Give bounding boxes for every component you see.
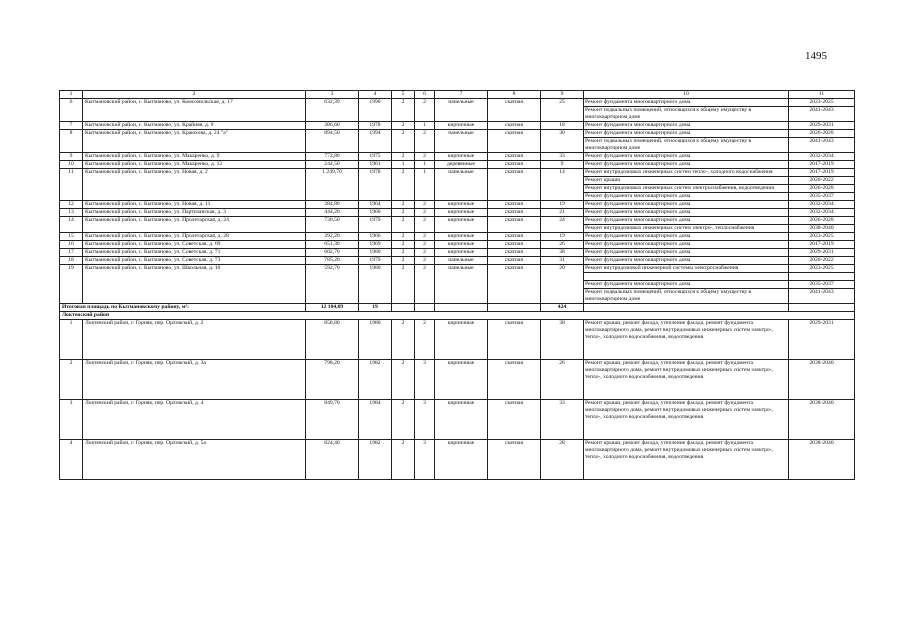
table-row [60, 360, 855, 400]
table-row [60, 233, 855, 241]
work-period: 2032-2034 [809, 209, 834, 215]
address-cell: Кытмановский район, с. Кытманово, ул. Новая, д. 11 [83, 201, 306, 209]
table-row [60, 400, 855, 440]
wear-cell: 25 [541, 99, 584, 122]
work-item: Ремонт крыши, ремонт фасада, утепление фасада, ремонт фундамента многоквартирного дома, ремонт внутридомовых инженерных систем электро-, тепло-, холодного водоснабжения, водоотведения [585, 320, 774, 340]
work-item: Ремонт крыши, ремонт фасада, утепление фасада, ремонт фундамента многоквартирного дома, ремонт внутридомовых инженерных систем электро-, тепло-, холодного водоснабжения, водоотведения [585, 440, 774, 460]
roof-type-cell: скатная [488, 169, 541, 201]
roof-type-cell: скатная [488, 257, 541, 265]
area-cell: 858,80 [306, 320, 359, 360]
floors-cell: 2 [392, 209, 415, 217]
wear-cell: 9 [541, 161, 584, 169]
work-item: Ремонт фундамента многоквартирного дома [585, 217, 691, 223]
table-row [60, 265, 855, 304]
period-cell [789, 265, 855, 304]
year-cell: 1978 [359, 122, 392, 130]
work-item: Ремонт внутридомовых инженерных систем электро-, теплоснабжения [584, 224, 788, 232]
table-row [60, 99, 855, 122]
wall-material-cell: кирпичные [435, 201, 488, 209]
wall-material-cell: деревянные [435, 161, 488, 169]
address-cell: Кытмановский район, с. Кытманово, ул. Крайняя, д. 9 [83, 122, 306, 130]
work-item: Ремонт фундамента многоквартирного дома [585, 257, 691, 263]
works-cell [584, 169, 789, 201]
row-number-cell: 2 [60, 360, 83, 400]
roof-type-cell: скатная [488, 209, 541, 217]
works-cell [584, 320, 789, 360]
works-cell [584, 99, 789, 122]
table-row [60, 122, 855, 130]
floors-cell: 2 [392, 440, 415, 480]
entrances-cell: 2 [415, 265, 435, 304]
works-cell [584, 209, 789, 217]
section-row [60, 312, 855, 320]
floors-cell: 2 [392, 249, 415, 257]
work-period: 2029-2031 [809, 122, 834, 128]
year-cell: 1982 [359, 440, 392, 480]
work-item: Ремонт подвальных помещений, относящихся к общему имуществу в многоквартирном доме [584, 288, 788, 303]
total-label: Итоговая площадь по Кытмановскому району, м²: [60, 304, 306, 312]
roof-type-cell: скатная [488, 440, 541, 480]
work-item: Ремонт внутридомовой инженерной системы электроснабжения [585, 265, 739, 271]
row-number-cell: 16 [60, 241, 83, 249]
wall-material-cell: кирпичные [435, 233, 488, 241]
work-period [789, 272, 854, 280]
roof-type-cell: скатная [488, 99, 541, 122]
area-cell: 386,60 [306, 122, 359, 130]
address-cell: Кытмановский район, с. Кытманово, ул. Партизанская, д. 3 [83, 209, 306, 217]
column-number-cell: 1 [60, 91, 83, 99]
works-cell [584, 249, 789, 257]
period-cell [789, 320, 855, 360]
column-number-cell: 7 [435, 91, 488, 99]
work-item: Ремонт внутридомовых инженерных систем тепло-, холодного водоснабжения [585, 169, 773, 175]
wall-material-cell: кирпичные [435, 360, 488, 400]
floors-cell: 2 [392, 400, 415, 440]
row-number-cell: 9 [60, 153, 83, 161]
works-cell [584, 201, 789, 209]
wall-material-cell: панельные [435, 99, 488, 122]
work-item: Ремонт подвальных помещений, относящихся к общему имуществу в многоквартирном доме [584, 137, 788, 152]
entrances-cell: 2 [415, 201, 435, 209]
column-number-row [60, 91, 855, 99]
work-item: Ремонт внутридомовых инженерных систем электроснабжения, водоотведения [584, 184, 788, 192]
wear-cell: 33 [541, 153, 584, 161]
works-cell [584, 400, 789, 440]
period-cell [789, 440, 855, 480]
table-row [60, 241, 855, 249]
year-cell: 1994 [359, 130, 392, 153]
entrances-cell: 1 [415, 161, 435, 169]
table-row [60, 217, 855, 233]
row-number-cell: 6 [60, 99, 83, 122]
work-period: 2017-2019 [809, 161, 834, 167]
work-period: 2017-2019 [809, 169, 834, 175]
table-row [60, 257, 855, 265]
period-cell [789, 209, 855, 217]
roof-type-cell: скатная [488, 153, 541, 161]
area-cell: 384,80 [306, 201, 359, 209]
floors-cell: 2 [392, 320, 415, 360]
roof-type-cell: скатная [488, 265, 541, 304]
area-cell: 244,50 [306, 161, 359, 169]
roof-type-cell: скатная [488, 161, 541, 169]
year-cell: 1980 [359, 265, 392, 304]
entrances-cell: 2 [415, 209, 435, 217]
column-number-cell: 9 [541, 91, 584, 99]
year-cell: 1979 [359, 217, 392, 233]
roof-type-cell: скатная [488, 130, 541, 153]
year-cell: 1980 [359, 320, 392, 360]
period-cell [789, 249, 855, 257]
address-cell: Кытмановский район, с. Кытманово, ул. Пролетарская, д. 24 [83, 217, 306, 233]
work-item: Ремонт фундамента многоквартирного дома [585, 241, 691, 247]
column-number-cell: 5 [392, 91, 415, 99]
works-cell [584, 257, 789, 265]
entrances-cell: 2 [415, 241, 435, 249]
work-item: Ремонт фундамента многоквартирного дома [584, 192, 788, 200]
area-cell: 1 249,70 [306, 169, 359, 201]
entrances-cell: 2 [415, 99, 435, 122]
year-cell: 1966 [359, 233, 392, 241]
work-period: 2035-2037 [789, 192, 854, 200]
period-cell [789, 257, 855, 265]
roof-type-cell: скатная [488, 320, 541, 360]
area-cell: 392,20 [306, 233, 359, 241]
period-cell [789, 153, 855, 161]
empty-cell [488, 304, 541, 312]
roof-type-cell: скатная [488, 249, 541, 257]
work-period: 2020-2022 [789, 176, 854, 184]
work-item: Ремонт крыши, ремонт фасада, утепление фасада, ремонт фундамента многоквартирного дома, ремонт внутридомовых инженерных систем электро-, тепло-, холодного водоснабжения, водоотведения [585, 360, 774, 380]
address-cell: Кытмановский район, с. Кытманово, ул. Школьная, д. 10 [83, 265, 306, 304]
work-item: Ремонт фундамента многоквартирного дома [585, 99, 691, 105]
works-cell [584, 130, 789, 153]
floors-cell: 2 [392, 153, 415, 161]
work-period: 2038-2040 [789, 224, 854, 232]
roof-type-cell: скатная [488, 400, 541, 440]
wall-material-cell: кирпичные [435, 249, 488, 257]
works-cell [584, 241, 789, 249]
floors-cell: 2 [392, 265, 415, 304]
work-period: 2026-2028 [789, 184, 854, 192]
table-row [60, 153, 855, 161]
row-number-cell: 3 [60, 400, 83, 440]
work-item: Ремонт фундамента многоквартирного дома [585, 161, 691, 167]
period-cell [789, 130, 855, 153]
roof-type-cell: скатная [488, 201, 541, 209]
period-cell [789, 99, 855, 122]
work-item: Ремонт фундамента многоквартирного дома [585, 130, 691, 136]
work-period: 2026-2028 [809, 217, 834, 223]
period-cell [789, 233, 855, 241]
row-number-cell: 18 [60, 257, 83, 265]
wear-cell: 14 [541, 169, 584, 201]
entrances-cell: 1 [415, 169, 435, 201]
wall-material-cell: кирпичные [435, 122, 488, 130]
wall-material-cell: панельные [435, 130, 488, 153]
column-number-cell: 4 [359, 91, 392, 99]
wall-material-cell: кирпичные [435, 217, 488, 233]
work-period: 2032-2034 [809, 201, 834, 207]
year-cell: 1982 [359, 360, 392, 400]
work-item: Ремонт фундамента многоквартирного дома [585, 249, 691, 255]
wear-cell: 20 [541, 265, 584, 304]
column-number-cell: 10 [584, 91, 789, 99]
wall-material-cell: кирпичные [435, 400, 488, 440]
entrances-cell: 3 [415, 400, 435, 440]
wear-cell: 18 [541, 122, 584, 130]
roof-type-cell: скатная [488, 217, 541, 233]
entrances-cell: 3 [415, 360, 435, 400]
works-cell [584, 161, 789, 169]
total-count: 19 [359, 304, 392, 312]
area-cell: 651,30 [306, 241, 359, 249]
year-cell: 1960 [359, 209, 392, 217]
work-item: Ремонт фундамента многоквартирного дома [585, 122, 691, 128]
work-item: Ремонт фундамента многоквартирного дома [585, 209, 691, 215]
page-number: 1495 [805, 50, 827, 62]
wall-material-cell: кирпичные [435, 241, 488, 249]
wear-cell: 26 [541, 360, 584, 400]
total-area: 12 104,09 [306, 304, 359, 312]
row-number-cell: 7 [60, 122, 83, 130]
year-cell: 1961 [359, 161, 392, 169]
floors-cell: 2 [392, 201, 415, 209]
period-cell [789, 241, 855, 249]
address-cell: Кытмановский район, с. Кытманово, ул. Советская, д. 73 [83, 257, 306, 265]
work-period: 2020-2022 [809, 257, 834, 263]
period-cell [789, 360, 855, 400]
row-number-cell: 12 [60, 201, 83, 209]
address-cell: Локтевский район, г. Горняк, пер. Орловский, д. 2 [83, 320, 306, 360]
row-number-cell: 17 [60, 249, 83, 257]
column-number-cell: 2 [83, 91, 306, 99]
period-cell [789, 169, 855, 201]
works-cell [584, 217, 789, 233]
work-period: 2026-2028 [809, 130, 834, 136]
column-number-cell: 11 [789, 91, 855, 99]
wear-cell: 24 [541, 217, 584, 233]
work-item: Ремонт фундамента многоквартирного дома [584, 280, 788, 288]
area-cell: 772,80 [306, 153, 359, 161]
row-number-cell: 10 [60, 161, 83, 169]
area-cell: 602,70 [306, 249, 359, 257]
roof-type-cell: скатная [488, 241, 541, 249]
work-period: 2041-2043 [789, 106, 854, 121]
area-cell: 894,50 [306, 130, 359, 153]
row-number-cell: 14 [60, 217, 83, 233]
entrances-cell: 2 [415, 249, 435, 257]
period-cell [789, 122, 855, 130]
floors-cell: 2 [392, 122, 415, 130]
period-cell [789, 161, 855, 169]
roof-type-cell: скатная [488, 360, 541, 400]
year-cell: 1979 [359, 257, 392, 265]
address-cell: Кытмановский район, с. Кытманово, ул. Советская, д. 71 [83, 249, 306, 257]
work-period: 2029-2031 [809, 249, 834, 255]
work-period: 2035-2037 [789, 280, 854, 288]
empty-cell [584, 304, 789, 312]
floors-cell: 2 [392, 241, 415, 249]
wear-cell: 19 [541, 201, 584, 209]
entrances-cell: 2 [415, 217, 435, 233]
floors-cell: 2 [392, 217, 415, 233]
address-cell: Кытмановский район, с. Кытманово, ул. Макаренко, д. 9 [83, 153, 306, 161]
works-cell [584, 440, 789, 480]
address-cell: Кытмановский район, с. Кытманово, ул. Краюхова, д. 24 "а" [83, 130, 306, 153]
work-period: 2041-2043 [789, 137, 854, 152]
floors-cell: 2 [392, 99, 415, 122]
work-period: 2023-2025 [809, 99, 834, 105]
address-cell: Локтевский район, г. Горняк, пер. Орловский, д. 3а [83, 360, 306, 400]
wear-cell: 26 [541, 241, 584, 249]
row-number-cell: 11 [60, 169, 83, 201]
period-cell [789, 201, 855, 209]
roof-type-cell: скатная [488, 233, 541, 241]
work-period: 2038-2040 [809, 440, 834, 446]
year-cell: 1980 [359, 249, 392, 257]
period-cell [789, 217, 855, 233]
work-period: 2038-2040 [809, 360, 834, 366]
column-number-cell: 8 [488, 91, 541, 99]
year-cell: 1975 [359, 153, 392, 161]
empty-cell [415, 304, 435, 312]
entrances-cell: 2 [415, 320, 435, 360]
work-item: Ремонт фундамента многоквартирного дома [585, 233, 691, 239]
total-row [60, 304, 855, 312]
column-number-cell: 6 [415, 91, 435, 99]
wall-material-cell: кирпичные [435, 320, 488, 360]
wear-cell: 38 [541, 249, 584, 257]
entrances-cell: 2 [415, 130, 435, 153]
row-number-cell: 8 [60, 130, 83, 153]
wear-cell: 30 [541, 130, 584, 153]
work-period: 2029-2031 [809, 320, 834, 326]
work-item: Ремонт фундамента многоквартирного дома [585, 153, 691, 159]
entrances-cell: 2 [415, 233, 435, 241]
floors-cell: 2 [392, 233, 415, 241]
year-cell: 1990 [359, 99, 392, 122]
row-number-cell: 4 [60, 440, 83, 480]
work-period: 2017-2019 [809, 241, 834, 247]
table-row [60, 440, 855, 480]
roof-type-cell: скатная [488, 122, 541, 130]
address-cell: Локтевский район, г. Горняк, пер. Орловский, д. 5а [83, 440, 306, 480]
floors-cell: 2 [392, 360, 415, 400]
entrances-cell: 2 [415, 257, 435, 265]
floors-cell: 2 [392, 130, 415, 153]
area-cell: 444,20 [306, 209, 359, 217]
area-cell: 798,20 [306, 360, 359, 400]
wall-material-cell: кирпичные [435, 440, 488, 480]
wear-cell: 33 [541, 400, 584, 440]
entrances-cell: 1 [415, 122, 435, 130]
area-cell: 632,39 [306, 99, 359, 122]
floors-cell: 1 [392, 161, 415, 169]
entrances-cell: 3 [415, 440, 435, 480]
table-row [60, 249, 855, 257]
works-cell [584, 233, 789, 241]
work-item: Ремонт крыши, ремонт фасада, утепление фасада, ремонт фундамента многоквартирного дома, ремонт внутридомовых инженерных систем электро-, тепло-, холодного водоснабжения, водоотведения [585, 400, 774, 420]
year-cell: 1984 [359, 400, 392, 440]
wear-cell: 19 [541, 233, 584, 241]
address-cell: Кытмановский район, с. Кытманово, ул. Новая, д. 2 [83, 169, 306, 201]
year-cell: 1964 [359, 201, 392, 209]
column-number-cell: 3 [306, 91, 359, 99]
section-title: Локтевский район [60, 312, 855, 320]
table-row [60, 169, 855, 201]
row-number-cell: 13 [60, 209, 83, 217]
housing-repair-table [59, 90, 855, 480]
table-row [60, 130, 855, 153]
table-row [60, 161, 855, 169]
wear-cell: 31 [541, 257, 584, 265]
area-cell: 824,40 [306, 440, 359, 480]
work-period: 2023-2025 [809, 265, 834, 271]
period-cell [789, 400, 855, 440]
work-item: Ремонт фундамента многоквартирного дома [585, 201, 691, 207]
area-cell: 730,50 [306, 217, 359, 233]
year-cell: 1969 [359, 241, 392, 249]
table-row [60, 201, 855, 209]
work-item: Ремонт подвальных помещений, относящихся к общему имуществу в многоквартирном доме [584, 106, 788, 121]
area-cell: 785,20 [306, 257, 359, 265]
work-period: 2038-2040 [809, 400, 834, 406]
works-cell [584, 360, 789, 400]
work-period: 2023-2025 [809, 233, 834, 239]
address-cell: Кытмановский район, с. Кытманово, ул. Макаренко, д. 12 [83, 161, 306, 169]
wear-cell: 21 [541, 209, 584, 217]
address-cell: Кытмановский район, с. Кытманово, ул. Пролетарская, д. 28 [83, 233, 306, 241]
wall-material-cell: кирпичные [435, 209, 488, 217]
address-cell: Кытмановский район, с. Кытманово, ул. Советская, д. 69 [83, 241, 306, 249]
table-row [60, 209, 855, 217]
year-cell: 1978 [359, 169, 392, 201]
wall-material-cell: панельные [435, 169, 488, 201]
entrances-cell: 2 [415, 153, 435, 161]
works-cell [584, 153, 789, 161]
empty-cell [435, 304, 488, 312]
floors-cell: 2 [392, 257, 415, 265]
empty-cell [789, 304, 855, 312]
works-cell [584, 122, 789, 130]
work-period: 2032-2034 [809, 153, 834, 159]
area-cell: 849,70 [306, 400, 359, 440]
work-item: Ремонт крыши [584, 176, 788, 184]
wall-material-cell: кирпичные [435, 153, 488, 161]
wall-material-cell: панельные [435, 265, 488, 304]
area-cell: 592,70 [306, 265, 359, 304]
wall-material-cell: панельные [435, 257, 488, 265]
wear-cell: 28 [541, 440, 584, 480]
total-wear: 424 [541, 304, 584, 312]
row-number-cell: 15 [60, 233, 83, 241]
floors-cell: 2 [392, 169, 415, 201]
row-number-cell: 1 [60, 320, 83, 360]
empty-cell [392, 304, 415, 312]
table-row [60, 320, 855, 360]
work-item [584, 272, 788, 280]
address-cell: Локтевский район, г. Горняк, пер. Орловский, д. 4 [83, 400, 306, 440]
work-period: 2041-2043 [789, 288, 854, 303]
works-cell [584, 265, 789, 304]
row-number-cell: 19 [60, 265, 83, 304]
wear-cell: 38 [541, 320, 584, 360]
address-cell: Кытмановский район, с. Кытманово, ул. Комсомольская, д. 17 [83, 99, 306, 122]
